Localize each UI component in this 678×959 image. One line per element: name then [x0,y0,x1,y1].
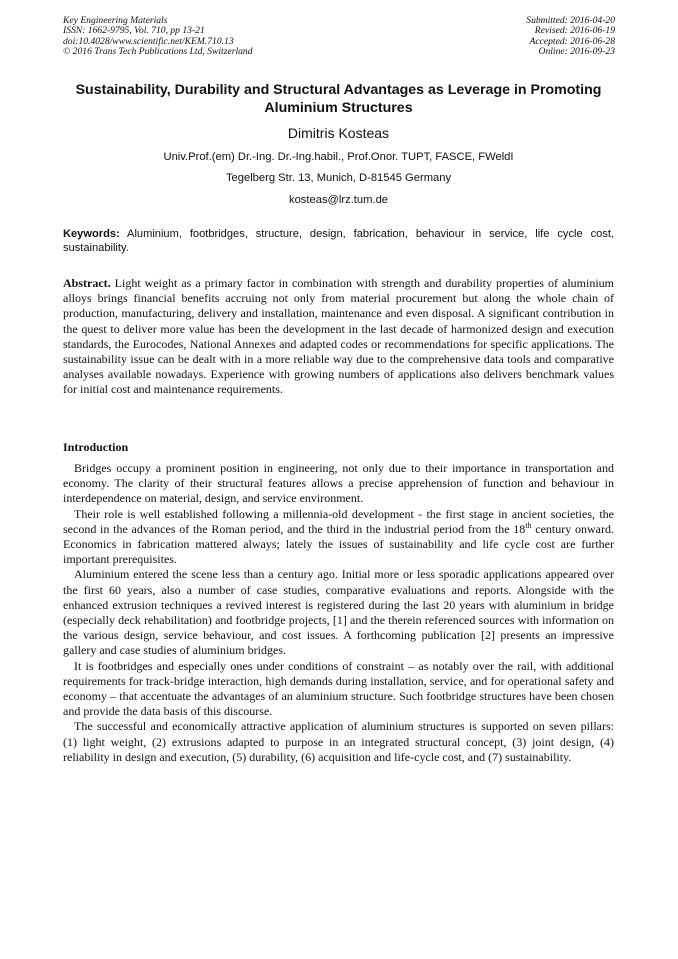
paragraph [63,507,614,568]
date-revised: Revised: 2016-06-19 [534,25,615,37]
paragraph-text: century onward. Economics in fabrication mattered always; lately the issues of sustainability and life cycle cost are further important prerequisites. [63,521,614,567]
paragraph: It is footbridges and especially ones under conditions of constraint – as notably over the rail, with additional requirements for track-bridge interaction, high demands during installation, service, and for operational safety and economy – that accentuate the advantages of an aluminium structure. Such footbridge structures have been chosen and provide the data basis of this discourse. [63,658,614,719]
date-online: Online: 2016-09-23 [538,46,615,58]
keywords-text: Aluminium, footbridges, structure, design, fabrication, behaviour in service, life cycle cost, sustainability. [63,228,614,254]
keywords-label: Keywords: [63,228,120,240]
paragraph: Aluminium entered the scene less than a century ago. Initial more or less sporadic applications appeared over the first 60 years, also a number of case studies, comparative evaluations and reports. Alongside with the enhanced extrusion techniques a revived interest is registered during the last 20 years with aluminium in bridge (especially deck rehabilitation) and footbridge projects, [1] and the therein referenced sources with information on the various design, service behaviour, and cost issues. A forthcoming publication [2] presents an impressive gallery and case studies of aluminium bridges. [63,567,614,658]
publication-dates [526,16,615,58]
journal-doi: doi:10.4028/www.scientific.net/KEM.710.13 [63,35,234,47]
abstract-text: Light weight as a primary factor in combination with strength and durability properties of aluminium alloys brings financial benefits accruing not only from material procurement but along the whole chain of production, manufacturing, delivery and installation, maintenance and even disposal. A significant contribution in the quest to deliver more value has been the development in the last decade of harmonized design and execution standards, the Eurocodes, National Annexes and adapted codes or recommendations for specific applications. The sustainability issue can be dealt with in a more reliable way due to the comprehensive data tools and comparative analyses available nowadays. Experience with growing numbers of applications also delivers benchmark values for initial cost and maintenance requirements. [63,276,614,397]
author-address: Tegelberg Str. 13, Munich, D-81545 Germany [225,172,452,184]
journal-issn: ISSN: 1662-9795, Vol. 710, pp 13-21 [63,25,205,37]
keywords [63,227,614,255]
date-submitted: Submitted: 2016-04-20 [526,15,615,26]
section-heading-introduction: Introduction [63,440,129,454]
paragraph: The successful and economically attractive application of aluminium structures is supported on seven pillars: (1) light weight, (2) extrusions adapted to purpose in an integrated structural concept, (3) joint design, (4) reliability in design and execution, (5) durability, (6) acquisition and life-cycle cost, and (7) sustainability. [63,719,614,764]
author-name: Dimitris Kosteas [287,125,390,141]
author-credentials: Univ.Prof.(em) Dr.-Ing. Dr.-Ing.habil., Prof.Onor. TUPT, FASCE, FWeldI [163,151,514,163]
introduction-body [63,461,614,765]
paragraph-text: Their role is well established following a millennia-old development - the first stage in ancient societies, the second in the advances of the Roman period, and the third in the industrial period from the 18 [63,506,614,536]
paper-title: Sustainability, Durability and Structural Advantages as Leverage in Promoting Aluminium Structures [75,82,602,116]
journal-copyright: © 2016 Trans Tech Publications Ltd, Switzerland [63,46,253,58]
superscript: th [525,520,532,530]
journal-info [63,16,253,58]
author-email: kosteas@lrz.tum.de [288,194,389,206]
abstract [63,276,614,398]
paragraph: Bridges occupy a prominent position in engineering, not only due to their importance in transportation and economy. The clarity of their structural features allows a precise apprehension of function and behaviour in interdependence on material, design, and service environment. [63,461,614,506]
journal-name: Key Engineering Materials [63,15,168,26]
abstract-label: Abstract. [63,276,111,290]
date-accepted: Accepted: 2016-06-28 [529,35,615,47]
